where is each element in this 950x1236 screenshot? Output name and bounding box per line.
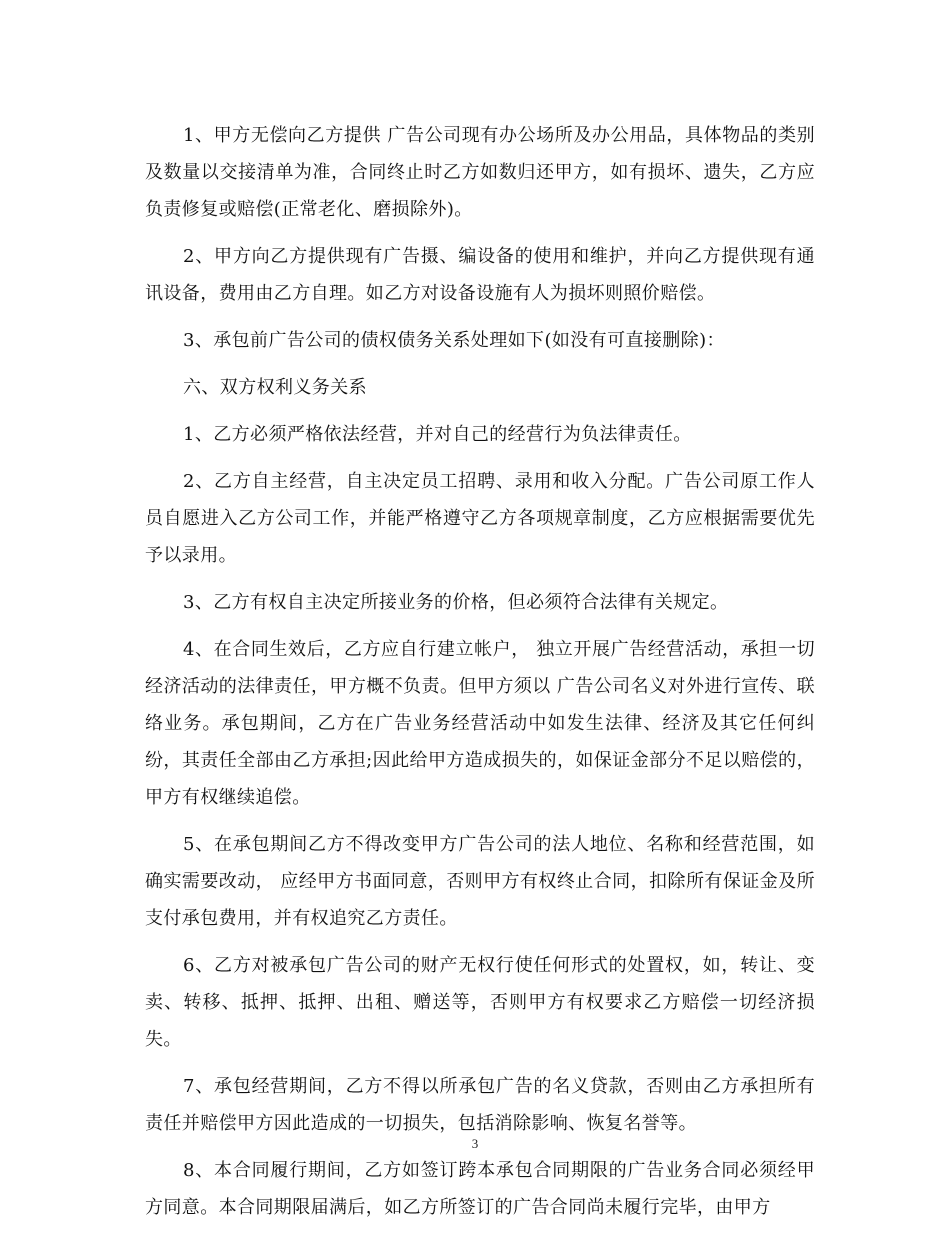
document-body <box>145 117 815 1236</box>
paragraph-obligation-6: 6、乙方对被承包广告公司的财产无权行使任何形式的处置权，如，转让、变卖、转移、抵押、抵押、出租、赠送等，否则甲方有权要求乙方赔偿一切经济损失。 <box>145 955 815 1050</box>
paragraph-obligation-7: 7、承包经营期间，乙方不得以所承包广告的名义贷款，否则由乙方承担所有责任并赔偿甲方因此造成的一切损失，包括消除影响、恢复名誉等。 <box>145 1076 815 1134</box>
paragraph-clause-3: 3、承包前广告公司的债权债务关系处理如下(如没有可直接删除)： <box>183 330 725 351</box>
page-number: 3 <box>471 1136 479 1151</box>
paragraph-obligation-3: 3、乙方有权自主决定所接业务的价格，但必须符合法律有关规定。 <box>183 592 729 613</box>
paragraph-obligation-8: 8、本合同履行期间，乙方如签订跨本承包合同期限的广告业务合同必须经甲方同意。本合同期限届满后，如乙方所签订的广告合同尚未履行完毕，由甲方 <box>145 1160 815 1218</box>
paragraph-clause-1: 1、甲方无偿向乙方提供 广告公司现有办公场所及办公用品，具体物品的类别及数量以交接清单为准，合同终止时乙方如数归还甲方，如有损坏、遗失，乙方应负责修复或赔偿(正常老化、磨损除外)。 <box>145 125 815 220</box>
paragraph-obligation-2: 2、乙方自主经营，自主决定员工招聘、录用和收入分配。广告公司原工作人员自愿进入乙方公司工作，并能严格遵守乙方各项规章制度，乙方应根据需要优先予以录用。 <box>145 471 815 566</box>
paragraph-clause-2: 2、甲方向乙方提供现有广告摄、编设备的使用和维护，并向乙方提供现有通讯设备，费用由乙方自理。如乙方对设备设施有人为损坏则照价赔偿。 <box>145 246 815 304</box>
paragraph-obligation-5: 5、在承包期间乙方不得改变甲方广告公司的法人地位、名称和经营范围，如确实需要改动， 应经甲方书面同意，否则甲方有权终止合同，扣除所有保证金及所支付承包费用，并有权追究乙方责任。 <box>145 834 815 929</box>
paragraph-obligation-4: 4、在合同生效后，乙方应自行建立帐户， 独立开展广告经营活动，承担一切经济活动的法律责任，甲方概不负责。但甲方须以 广告公司名义对外进行宣传、联络业务。承包期间，乙方在广告业务经营活动中如发生法律、经济及其它任何纠纷，其责任全部由乙方承担;因此给甲方造成损失的，如保证金部分不足以赔偿的，甲方有权继续追偿。 <box>145 639 815 808</box>
section-heading-rights-obligations: 六、双方权利义务关系 <box>183 377 367 398</box>
paragraph-obligation-1: 1、乙方必须严格依法经营，并对自己的经营行为负法律责任。 <box>183 424 692 445</box>
